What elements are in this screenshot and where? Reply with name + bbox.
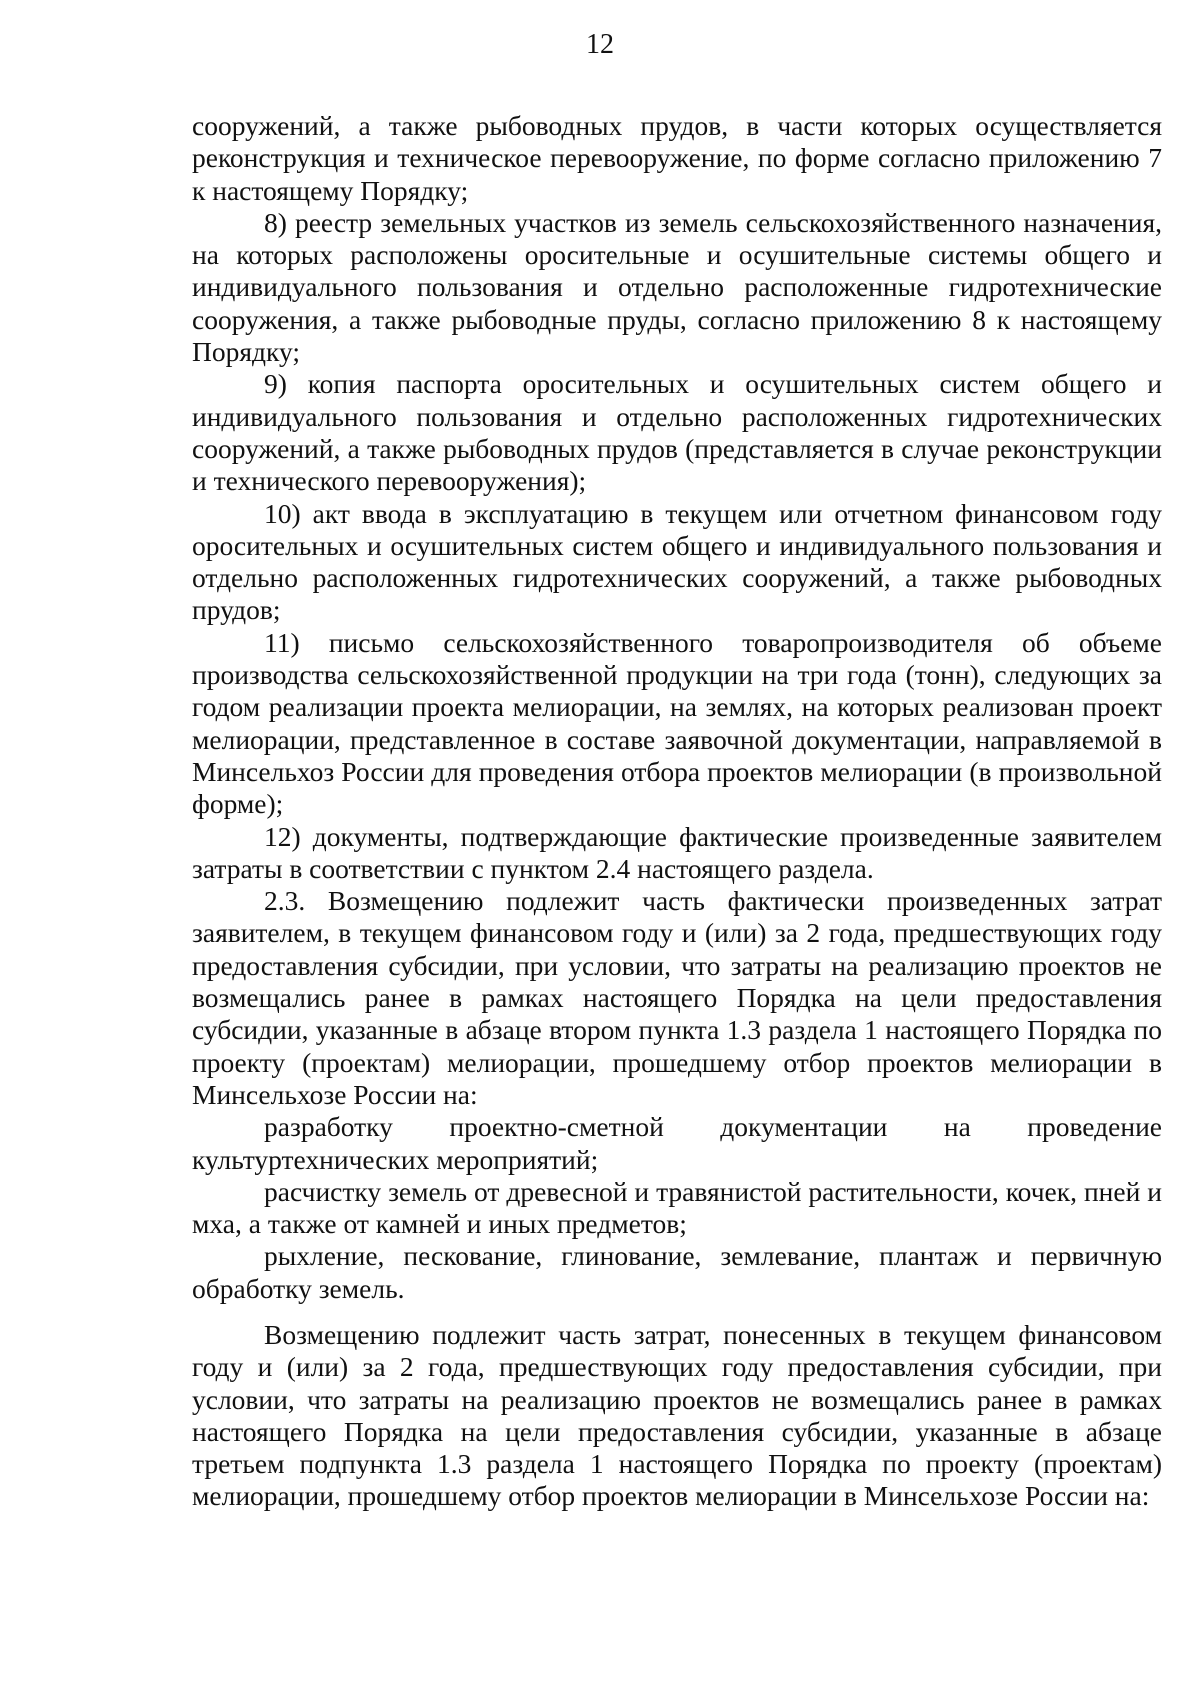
list-item-9: 9) копия паспорта оросительных и осушительных систем общего и индивидуального пользования и отдельно расположенных гидротехнических сооружений, а также рыбоводных прудов (представляется в случае реконструкции и технического перевооружения); (192, 368, 1162, 497)
paragraph-continuation: сооружений, а также рыбоводных прудов, в части которых осуществляется реконструкция и техническое перевооружение, по форме согласно приложению 7 к настоящему Порядку; (192, 110, 1162, 206)
cost-item-design-documentation: разработку проектно-сметной документации на проведение культуртехнических мероприятий; (192, 1111, 1162, 1175)
list-item-12: 12) документы, подтверждающие фактические произведенные заявителем затраты в соответствии с пунктом 2.4 настоящего раздела. (192, 820, 1162, 884)
page-number: 12 (586, 29, 614, 60)
list-item-8: 8) реестр земельных участков из земель сельскохозяйственного назначения, на которых расположены оросительные и осушительные системы общего и индивидуального пользования и отдельно расположенные гидротехнические сооружения, а также рыбоводные пруды, согласно приложению 8 к настоящему Порядку; (192, 206, 1162, 368)
list-item-10: 10) акт ввода в эксплуатацию в текущем или отчетном финансовом году оросительных и осушительных систем общего и индивидуального пользования и отдельно расположенных гидротехнических сооружений, а также рыбоводных прудов; (192, 497, 1162, 626)
cost-item-land-clearing: расчистку земель от древесной и травянистой растительности, кочек, пней и мха, а также от камней и иных предметов; (192, 1175, 1162, 1240)
reimbursement-paragraph: Возмещению подлежит часть затрат, понесенных в текущем финансовом году и (или) за 2 года, предшествующих году предоставления субсидии, при условии, что затраты на реализацию проектов не возмещались ранее в рамках настоящего Порядка на цели предоставления субсидии, указанные в абзаце третьем подпункта 1.3 раздела 1 настоящего Порядка по проекту (проектам) мелиорации, прошедшему отбор проектов мелиорации в Минсельхозе России на: (192, 1318, 1162, 1512)
list-item-11: 11) письмо сельскохозяйственного товаропроизводителя об объеме производства сельскохозяйственной продукции на три года (тонн), следующих за годом реализации проекта мелиорации, на землях, на которых реализован проект мелиорации, представленное в составе заявочной документации, направляемой в Минсельхоз России для проведения отбора проектов мелиорации (в произвольной форме); (192, 626, 1162, 820)
section-2-3-paragraph: 2.3. Возмещению подлежит часть фактически произведенных затрат заявителем, в текущем финансовом году и (или) за 2 года, предшествующих году предоставления субсидии, при условии, что затраты на реализацию проектов не возмещались ранее в рамках настоящего Порядка на цели предоставления субсидии, указанные в абзаце втором пункта 1.3 раздела 1 настоящего Порядка по проекту (проектам) мелиорации, прошедшему отбор проектов мелиорации в Минсельхозе России на: (192, 885, 1162, 1110)
cost-item-soil-treatment: рыхление, пескование, глинование, землевание, плантаж и первичную обработку земель. (192, 1240, 1162, 1304)
document-body (192, 110, 1162, 1513)
